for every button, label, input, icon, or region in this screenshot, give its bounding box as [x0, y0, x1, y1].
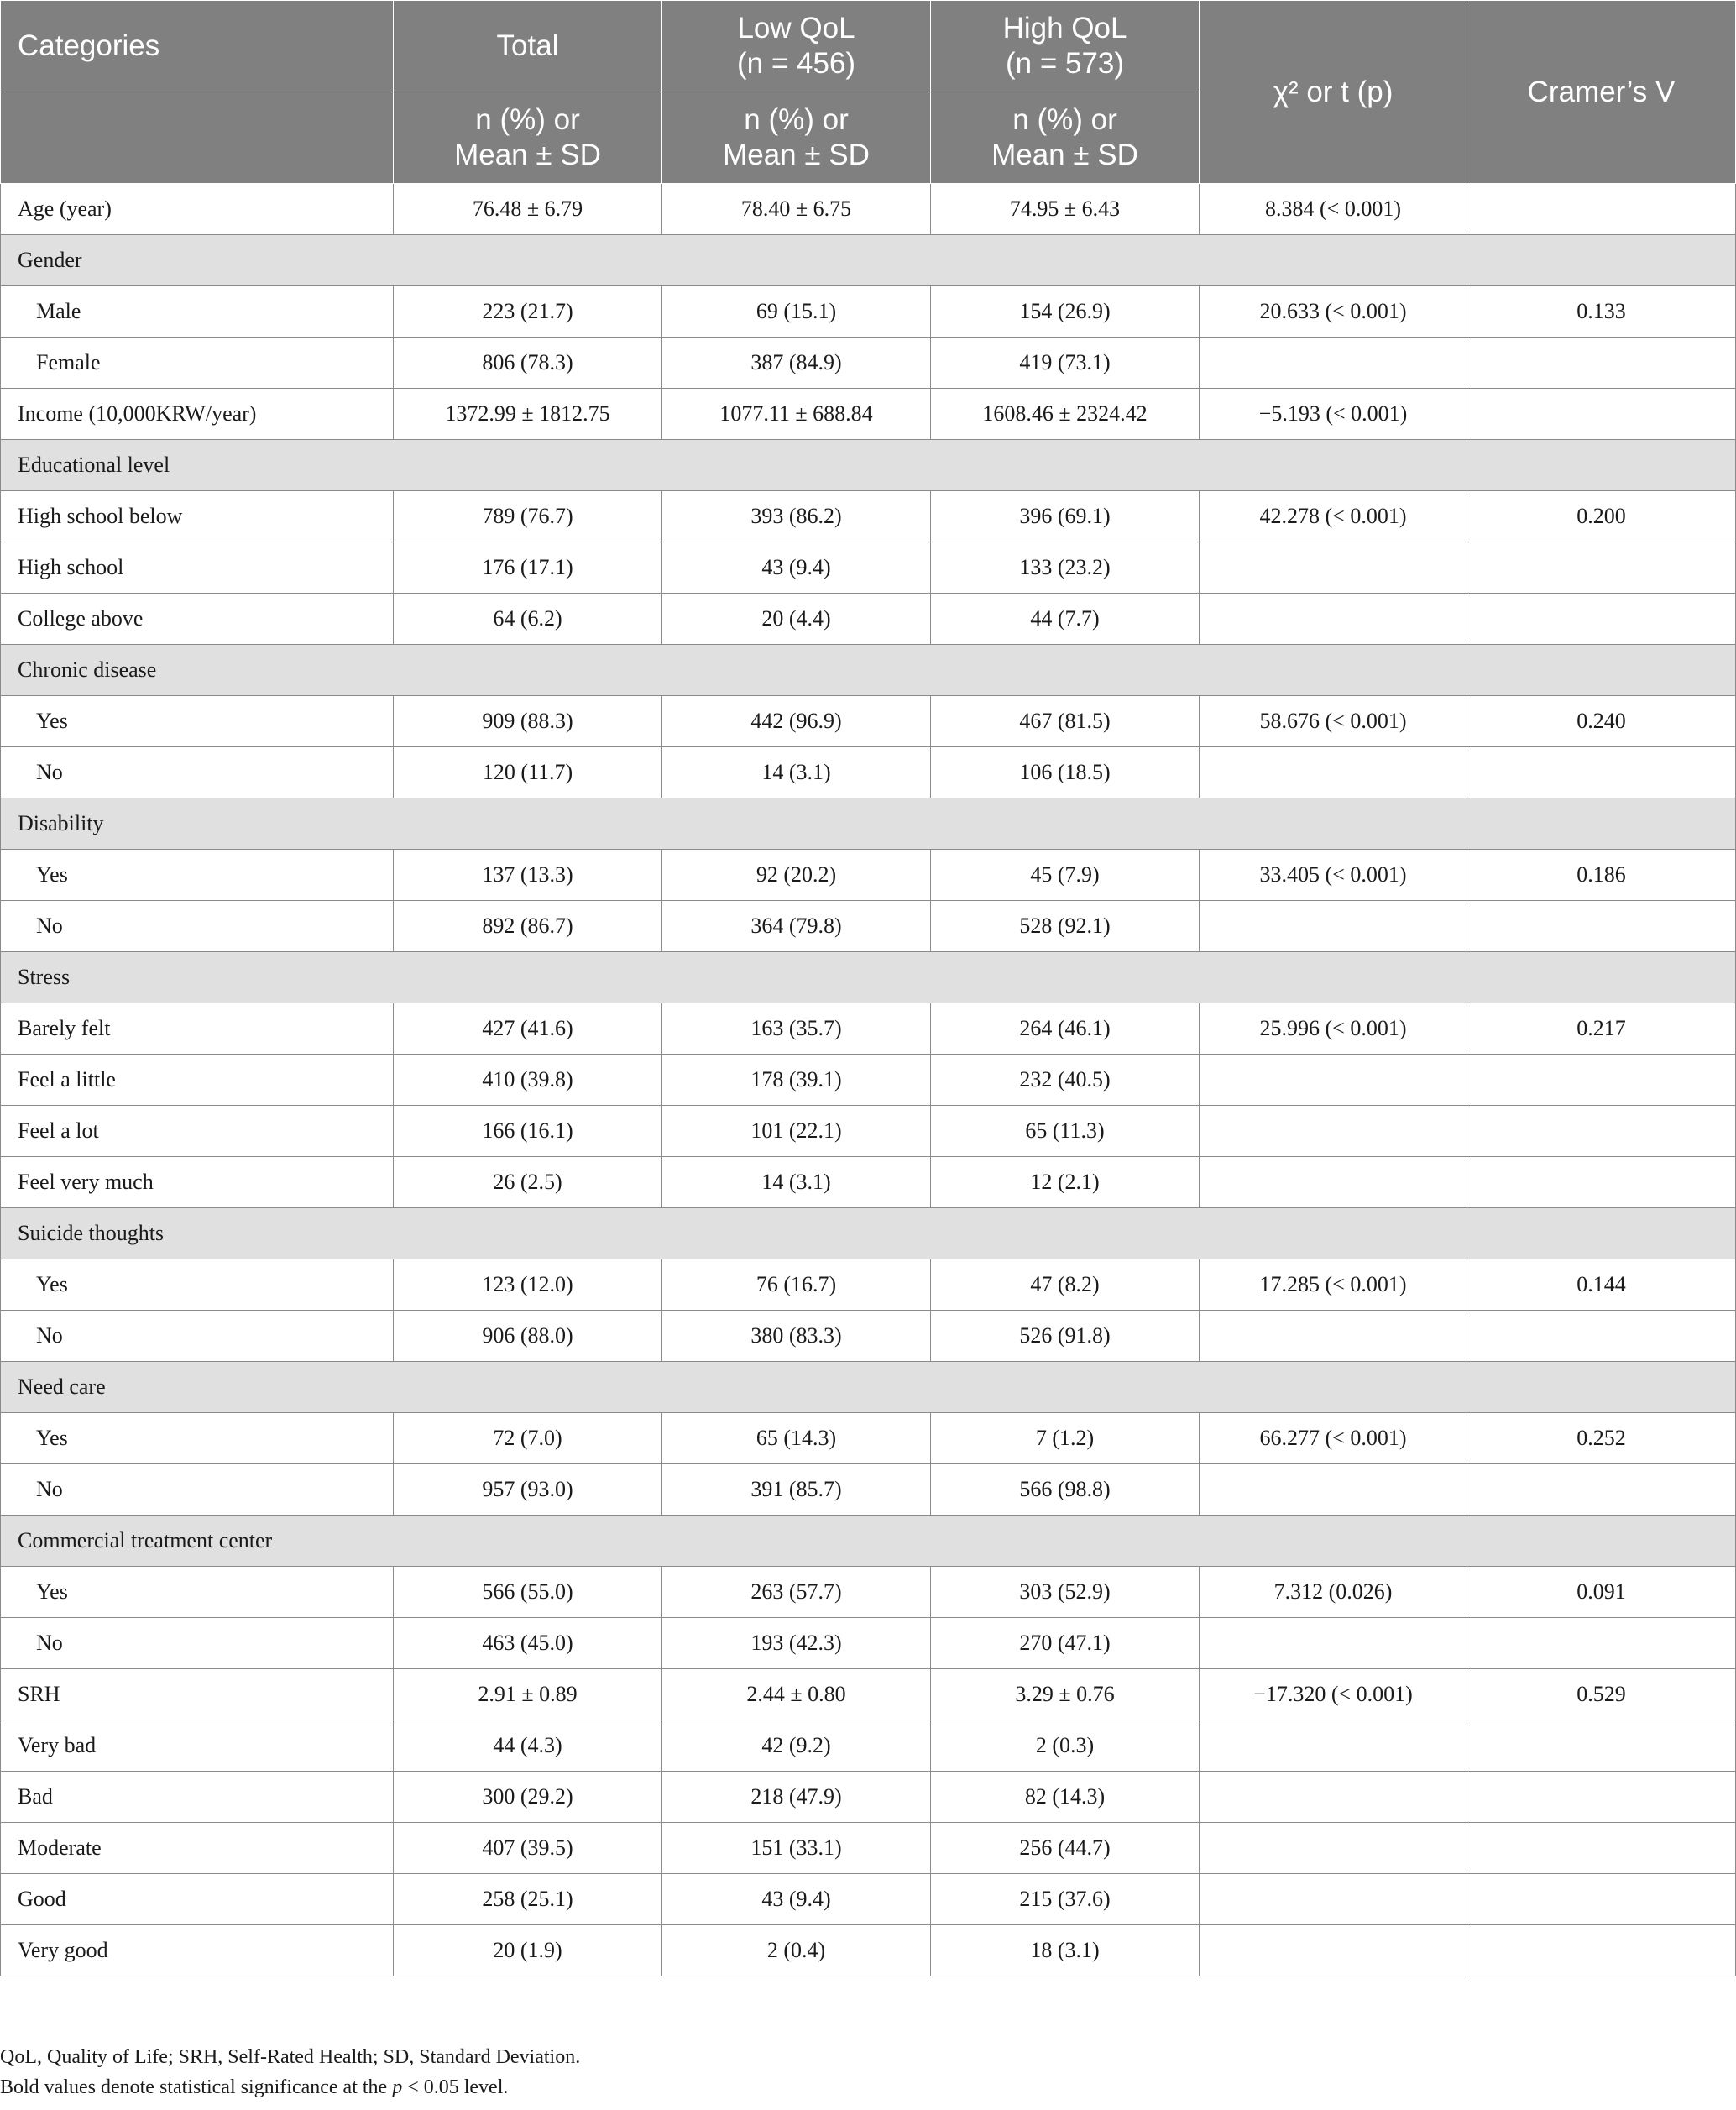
- cell-low-qol: 218 (47.9): [662, 1772, 931, 1823]
- group-row: [1, 645, 1736, 696]
- cell-low-qol: 380 (83.3): [662, 1311, 931, 1362]
- row-label: No: [1, 1311, 394, 1362]
- table-footnotes: [0, 2042, 1736, 2102]
- table-row: [1, 1669, 1736, 1720]
- header-total-sub: n (%) or Mean ± SD: [394, 92, 662, 184]
- cell-total: 1372.99 ± 1812.75: [394, 389, 662, 440]
- cell-cramers-v: [1467, 542, 1736, 594]
- row-label: High school: [1, 542, 394, 594]
- cell-high-qol: 1608.46 ± 2324.42: [931, 389, 1200, 440]
- cell-low-qol: 69 (15.1): [662, 286, 931, 338]
- cell-stat: [1200, 747, 1467, 798]
- cell-low-qol: 163 (35.7): [662, 1003, 931, 1055]
- row-label: Feel a little: [1, 1055, 394, 1106]
- header-high-qol-n: (n = 573): [1005, 47, 1125, 80]
- header-stat: χ² or t (p): [1200, 1, 1467, 184]
- cell-low-qol: 101 (22.1): [662, 1106, 931, 1157]
- group-label: Suicide thoughts: [1, 1208, 1736, 1259]
- cell-high-qol: 270 (47.1): [931, 1618, 1200, 1669]
- row-label: No: [1, 1464, 394, 1516]
- row-label: Yes: [1, 850, 394, 901]
- cell-total: 300 (29.2): [394, 1772, 662, 1823]
- cell-low-qol: 2 (0.4): [662, 1925, 931, 1976]
- cell-high-qol: 467 (81.5): [931, 696, 1200, 747]
- table-row: [1, 1106, 1736, 1157]
- cell-low-qol: 193 (42.3): [662, 1618, 931, 1669]
- cell-total: 76.48 ± 6.79: [394, 184, 662, 235]
- header-total: Total: [394, 1, 662, 92]
- cell-high-qol: 2 (0.3): [931, 1720, 1200, 1772]
- group-row: [1, 1208, 1736, 1259]
- row-label: No: [1, 901, 394, 952]
- table-row: [1, 1311, 1736, 1362]
- cell-total: 410 (39.8): [394, 1055, 662, 1106]
- cell-stat: [1200, 1618, 1467, 1669]
- cell-stat: 8.384 (< 0.001): [1200, 184, 1467, 235]
- table-row: [1, 1925, 1736, 1976]
- row-label: Good: [1, 1874, 394, 1925]
- cell-high-qol: 3.29 ± 0.76: [931, 1669, 1200, 1720]
- cell-high-qol: 528 (92.1): [931, 901, 1200, 952]
- cell-low-qol: 442 (96.9): [662, 696, 931, 747]
- cell-high-qol: 256 (44.7): [931, 1823, 1200, 1874]
- row-label: No: [1, 1618, 394, 1669]
- header-categories-sub: [1, 92, 394, 184]
- group-label: Stress: [1, 952, 1736, 1003]
- cell-cramers-v: [1467, 1618, 1736, 1669]
- group-row: [1, 952, 1736, 1003]
- cell-high-qol: 65 (11.3): [931, 1106, 1200, 1157]
- cell-cramers-v: [1467, 1157, 1736, 1208]
- group-row: [1, 798, 1736, 850]
- cell-stat: 17.285 (< 0.001): [1200, 1259, 1467, 1311]
- table-row: [1, 338, 1736, 389]
- group-label: Educational level: [1, 440, 1736, 491]
- table-row: [1, 184, 1736, 235]
- table-row: [1, 1413, 1736, 1464]
- header-low-qol-n: (n = 456): [736, 47, 856, 80]
- cell-low-qol: 20 (4.4): [662, 594, 931, 645]
- cell-total: 892 (86.7): [394, 901, 662, 952]
- cell-high-qol: 44 (7.7): [931, 594, 1200, 645]
- cell-stat: [1200, 1772, 1467, 1823]
- cell-total: 20 (1.9): [394, 1925, 662, 1976]
- table-header: [1, 1, 1736, 184]
- cell-low-qol: 364 (79.8): [662, 901, 931, 952]
- table-row: [1, 1772, 1736, 1823]
- row-label: Feel very much: [1, 1157, 394, 1208]
- group-row: [1, 440, 1736, 491]
- cell-cramers-v: [1467, 338, 1736, 389]
- cell-stat: 58.676 (< 0.001): [1200, 696, 1467, 747]
- cell-low-qol: 76 (16.7): [662, 1259, 931, 1311]
- cell-total: 427 (41.6): [394, 1003, 662, 1055]
- cell-high-qol: 74.95 ± 6.43: [931, 184, 1200, 235]
- cell-high-qol: 18 (3.1): [931, 1925, 1200, 1976]
- cell-cramers-v: [1467, 747, 1736, 798]
- cell-cramers-v: [1467, 389, 1736, 440]
- table-body: [1, 184, 1736, 1976]
- table-row: [1, 850, 1736, 901]
- cell-total: 120 (11.7): [394, 747, 662, 798]
- row-label: Feel a lot: [1, 1106, 394, 1157]
- cell-cramers-v: 0.186: [1467, 850, 1736, 901]
- table-row: [1, 594, 1736, 645]
- cell-low-qol: 2.44 ± 0.80: [662, 1669, 931, 1720]
- cell-cramers-v: [1467, 1106, 1736, 1157]
- cell-low-qol: 387 (84.9): [662, 338, 931, 389]
- row-label: Barely felt: [1, 1003, 394, 1055]
- cell-stat: [1200, 901, 1467, 952]
- cell-stat: [1200, 1720, 1467, 1772]
- cell-low-qol: 1077.11 ± 688.84: [662, 389, 931, 440]
- cell-low-qol: 151 (33.1): [662, 1823, 931, 1874]
- cell-total: 463 (45.0): [394, 1618, 662, 1669]
- cell-low-qol: 178 (39.1): [662, 1055, 931, 1106]
- group-label: Chronic disease: [1, 645, 1736, 696]
- cell-high-qol: 154 (26.9): [931, 286, 1200, 338]
- cell-low-qol: 14 (3.1): [662, 1157, 931, 1208]
- cell-stat: [1200, 594, 1467, 645]
- header-high-qol: [931, 1, 1200, 92]
- cell-cramers-v: 0.217: [1467, 1003, 1736, 1055]
- cell-total: 176 (17.1): [394, 542, 662, 594]
- table-row: [1, 389, 1736, 440]
- footnote-significance: Bold values denote statistical significance at the p < 0.05 level.: [0, 2076, 509, 2098]
- row-label: College above: [1, 594, 394, 645]
- cell-low-qol: 65 (14.3): [662, 1413, 931, 1464]
- cell-cramers-v: [1467, 1874, 1736, 1925]
- cell-total: 72 (7.0): [394, 1413, 662, 1464]
- table-row: [1, 901, 1736, 952]
- cell-total: 44 (4.3): [394, 1720, 662, 1772]
- cell-low-qol: 92 (20.2): [662, 850, 931, 901]
- group-label: Disability: [1, 798, 1736, 850]
- cell-cramers-v: 0.091: [1467, 1567, 1736, 1618]
- row-label: Age (year): [1, 184, 394, 235]
- cell-stat: [1200, 1464, 1467, 1516]
- table-row: [1, 542, 1736, 594]
- cell-stat: −17.320 (< 0.001): [1200, 1669, 1467, 1720]
- cell-total: 789 (76.7): [394, 491, 662, 542]
- group-row: [1, 235, 1736, 286]
- header-low-qol-label: Low QoL: [737, 12, 855, 45]
- cell-high-qol: 215 (37.6): [931, 1874, 1200, 1925]
- cell-stat: 42.278 (< 0.001): [1200, 491, 1467, 542]
- cell-low-qol: 43 (9.4): [662, 542, 931, 594]
- cell-low-qol: 263 (57.7): [662, 1567, 931, 1618]
- cell-total: 566 (55.0): [394, 1567, 662, 1618]
- table-row: [1, 491, 1736, 542]
- cell-stat: 7.312 (0.026): [1200, 1567, 1467, 1618]
- cell-stat: 66.277 (< 0.001): [1200, 1413, 1467, 1464]
- cell-total: 123 (12.0): [394, 1259, 662, 1311]
- header-cramers-v: Cramer’s V: [1467, 1, 1736, 184]
- cell-total: 137 (13.3): [394, 850, 662, 901]
- row-label: Moderate: [1, 1823, 394, 1874]
- cell-high-qol: 47 (8.2): [931, 1259, 1200, 1311]
- cell-cramers-v: [1467, 1055, 1736, 1106]
- row-label: SRH: [1, 1669, 394, 1720]
- row-label: Income (10,000KRW/year): [1, 389, 394, 440]
- cell-cramers-v: [1467, 1772, 1736, 1823]
- table-row: [1, 696, 1736, 747]
- cell-total: 26 (2.5): [394, 1157, 662, 1208]
- cell-total: 806 (78.3): [394, 338, 662, 389]
- cell-cramers-v: 0.144: [1467, 1259, 1736, 1311]
- header-categories: Categories: [1, 1, 394, 92]
- cell-high-qol: 106 (18.5): [931, 747, 1200, 798]
- row-label: Bad: [1, 1772, 394, 1823]
- cell-high-qol: 82 (14.3): [931, 1772, 1200, 1823]
- cell-cramers-v: [1467, 1823, 1736, 1874]
- cell-stat: 33.405 (< 0.001): [1200, 850, 1467, 901]
- cell-total: 223 (21.7): [394, 286, 662, 338]
- row-label: High school below: [1, 491, 394, 542]
- cell-high-qol: 264 (46.1): [931, 1003, 1200, 1055]
- cell-total: 906 (88.0): [394, 1311, 662, 1362]
- cell-stat: [1200, 1874, 1467, 1925]
- cell-low-qol: 391 (85.7): [662, 1464, 931, 1516]
- cell-low-qol: 78.40 ± 6.75: [662, 184, 931, 235]
- row-label: Yes: [1, 696, 394, 747]
- header-low-qol: [662, 1, 931, 92]
- cell-high-qol: 566 (98.8): [931, 1464, 1200, 1516]
- row-label: Very good: [1, 1925, 394, 1976]
- table-row: [1, 1720, 1736, 1772]
- cell-high-qol: 45 (7.9): [931, 850, 1200, 901]
- cell-low-qol: 42 (9.2): [662, 1720, 931, 1772]
- cell-low-qol: 43 (9.4): [662, 1874, 931, 1925]
- row-label: Male: [1, 286, 394, 338]
- row-label: No: [1, 747, 394, 798]
- group-label: Gender: [1, 235, 1736, 286]
- cell-cramers-v: 0.252: [1467, 1413, 1736, 1464]
- cell-high-qol: 303 (52.9): [931, 1567, 1200, 1618]
- cell-total: 166 (16.1): [394, 1106, 662, 1157]
- cell-total: 258 (25.1): [394, 1874, 662, 1925]
- group-row: [1, 1516, 1736, 1567]
- cell-cramers-v: 0.240: [1467, 696, 1736, 747]
- cell-stat: [1200, 1311, 1467, 1362]
- group-row: [1, 1362, 1736, 1413]
- cell-high-qol: 12 (2.1): [931, 1157, 1200, 1208]
- cell-cramers-v: [1467, 1464, 1736, 1516]
- cell-stat: [1200, 1925, 1467, 1976]
- table-row: [1, 1157, 1736, 1208]
- row-label: Yes: [1, 1259, 394, 1311]
- table-row: [1, 1567, 1736, 1618]
- table-row: [1, 1874, 1736, 1925]
- cell-stat: [1200, 1157, 1467, 1208]
- row-label: Yes: [1, 1567, 394, 1618]
- cell-stat: [1200, 338, 1467, 389]
- cell-high-qol: 396 (69.1): [931, 491, 1200, 542]
- table-row: [1, 1003, 1736, 1055]
- cell-high-qol: 526 (91.8): [931, 1311, 1200, 1362]
- table-row: [1, 1823, 1736, 1874]
- row-label: Female: [1, 338, 394, 389]
- cell-stat: [1200, 1055, 1467, 1106]
- cell-stat: 20.633 (< 0.001): [1200, 286, 1467, 338]
- row-label: Very bad: [1, 1720, 394, 1772]
- cell-stat: [1200, 1106, 1467, 1157]
- cell-high-qol: 232 (40.5): [931, 1055, 1200, 1106]
- table-row: [1, 1055, 1736, 1106]
- cell-stat: [1200, 1823, 1467, 1874]
- cell-cramers-v: [1467, 1925, 1736, 1976]
- cell-high-qol: 419 (73.1): [931, 338, 1200, 389]
- table-row: [1, 1464, 1736, 1516]
- cell-stat: −5.193 (< 0.001): [1200, 389, 1467, 440]
- cell-total: 909 (88.3): [394, 696, 662, 747]
- cell-total: 2.91 ± 0.89: [394, 1669, 662, 1720]
- cell-cramers-v: [1467, 184, 1736, 235]
- cell-high-qol: 7 (1.2): [931, 1413, 1200, 1464]
- cell-stat: [1200, 542, 1467, 594]
- group-label: Need care: [1, 1362, 1736, 1413]
- cell-cramers-v: [1467, 594, 1736, 645]
- cell-total: 64 (6.2): [394, 594, 662, 645]
- header-high-qol-label: High QoL: [1002, 12, 1127, 45]
- footnote-abbreviations: QoL, Quality of Life; SRH, Self-Rated Health; SD, Standard Deviation.: [0, 2046, 581, 2068]
- cell-cramers-v: 0.133: [1467, 286, 1736, 338]
- cell-stat: 25.996 (< 0.001): [1200, 1003, 1467, 1055]
- table-row: [1, 747, 1736, 798]
- cell-cramers-v: [1467, 901, 1736, 952]
- group-label: Commercial treatment center: [1, 1516, 1736, 1567]
- cell-cramers-v: [1467, 1720, 1736, 1772]
- cell-total: 957 (93.0): [394, 1464, 662, 1516]
- row-label: Yes: [1, 1413, 394, 1464]
- cell-low-qol: 14 (3.1): [662, 747, 931, 798]
- cell-total: 407 (39.5): [394, 1823, 662, 1874]
- header-high-qol-sub: n (%) or Mean ± SD: [931, 92, 1200, 184]
- table-row: [1, 1259, 1736, 1311]
- header-low-qol-sub: n (%) or Mean ± SD: [662, 92, 931, 184]
- table-row: [1, 286, 1736, 338]
- cell-low-qol: 393 (86.2): [662, 491, 931, 542]
- cell-high-qol: 133 (23.2): [931, 542, 1200, 594]
- table-row: [1, 1618, 1736, 1669]
- cell-cramers-v: 0.200: [1467, 491, 1736, 542]
- cell-cramers-v: 0.529: [1467, 1669, 1736, 1720]
- cell-cramers-v: [1467, 1311, 1736, 1362]
